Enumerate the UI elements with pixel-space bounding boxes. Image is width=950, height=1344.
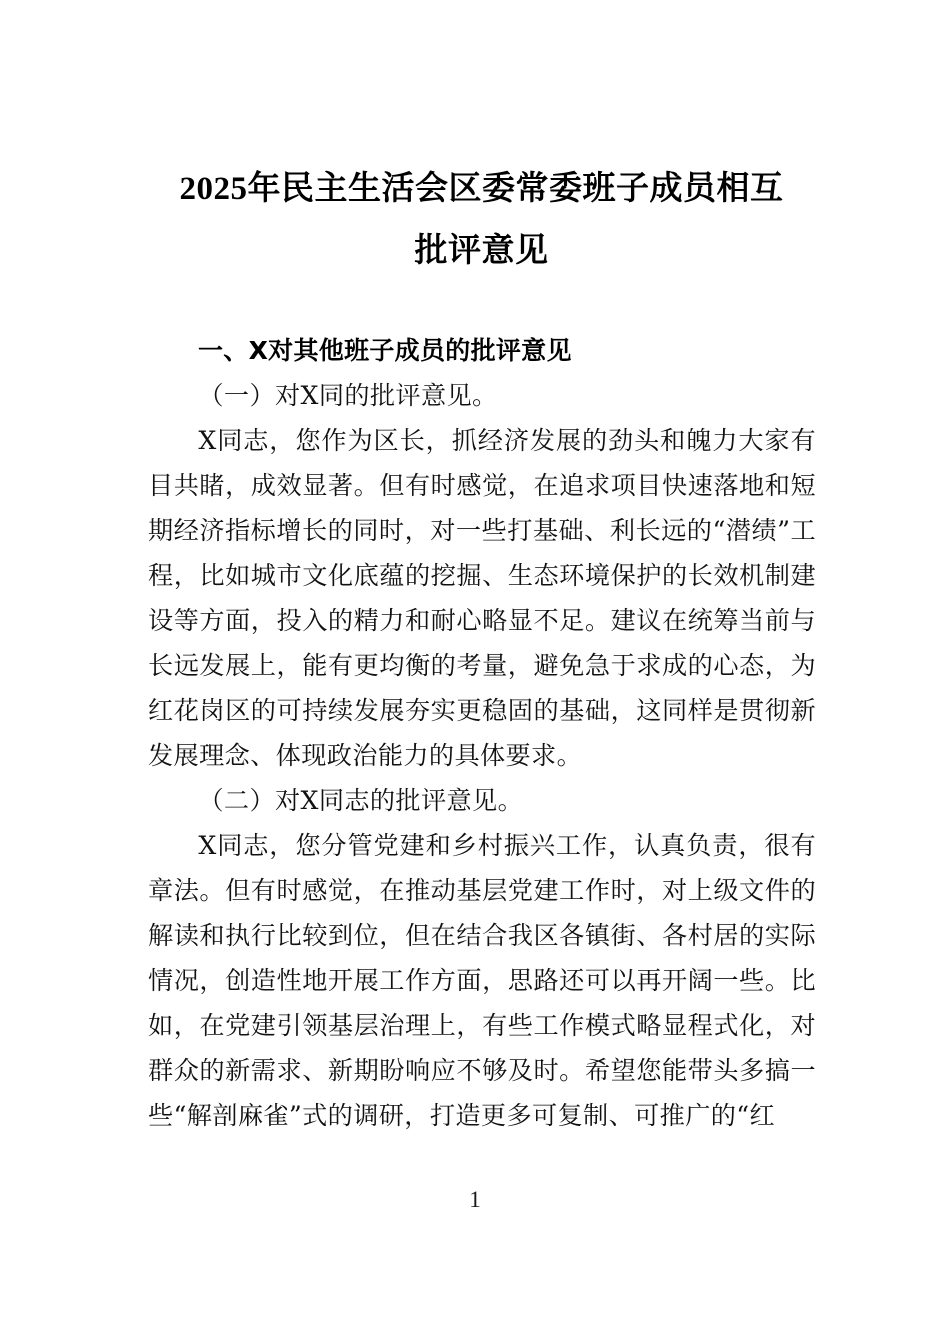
paragraph-1-2: X同志，您分管党建和乡村振兴工作，认真负责，很有章法。但有时感觉，在推动基层党建工作时，对上级文件的解读和执行比较到位，但在结合我区各镇街、各村居的实际情况，创造性地开展工作方面，思路还可以再开阔一些。比如，在党建引领基层治理上，有些工作模式略显程式化，对群众的新需求、新期盼响应不够及时。希望您能带头多搞一些“解剖麻雀”式的调研，打造更多可复制、可推广的“红 [148, 831, 816, 1130]
section-heading-1: 一、X对其他班子成员的批评意见 [198, 336, 572, 365]
page-number: 1 [469, 1187, 481, 1212]
subsection-heading-1-1: （一）对X同的批评意见。 [198, 381, 498, 410]
page-title-line-2: 批评意见 [414, 233, 549, 269]
page-title-line-1: 2025年民主生活会区委常委班子成员相互 [179, 171, 784, 207]
document-body [148, 328, 816, 1138]
subsection-heading-1-2: （二）对X同志的批评意见。 [198, 786, 524, 815]
page-title [148, 158, 815, 282]
paragraph-1-1: X同志，您作为区长，抓经济发展的劲头和魄力大家有目共睹，成效显著。但有时感觉，在追求项目快速落地和短期经济指标增长的同时，对一些打基础、利长远的“潜绩”工程，比如城市文化底蕴的挖掘、生态环境保护的长效机制建设等方面，投入的精力和耐心略显不足。建议在统筹当前与长远发展上，能有更均衡的考量，避免急于求成的心态，为红花岗区的可持续发展夯实更稳固的基础，这同样是贯彻新发展理念、体现政治能力的具体要求。 [148, 426, 816, 770]
